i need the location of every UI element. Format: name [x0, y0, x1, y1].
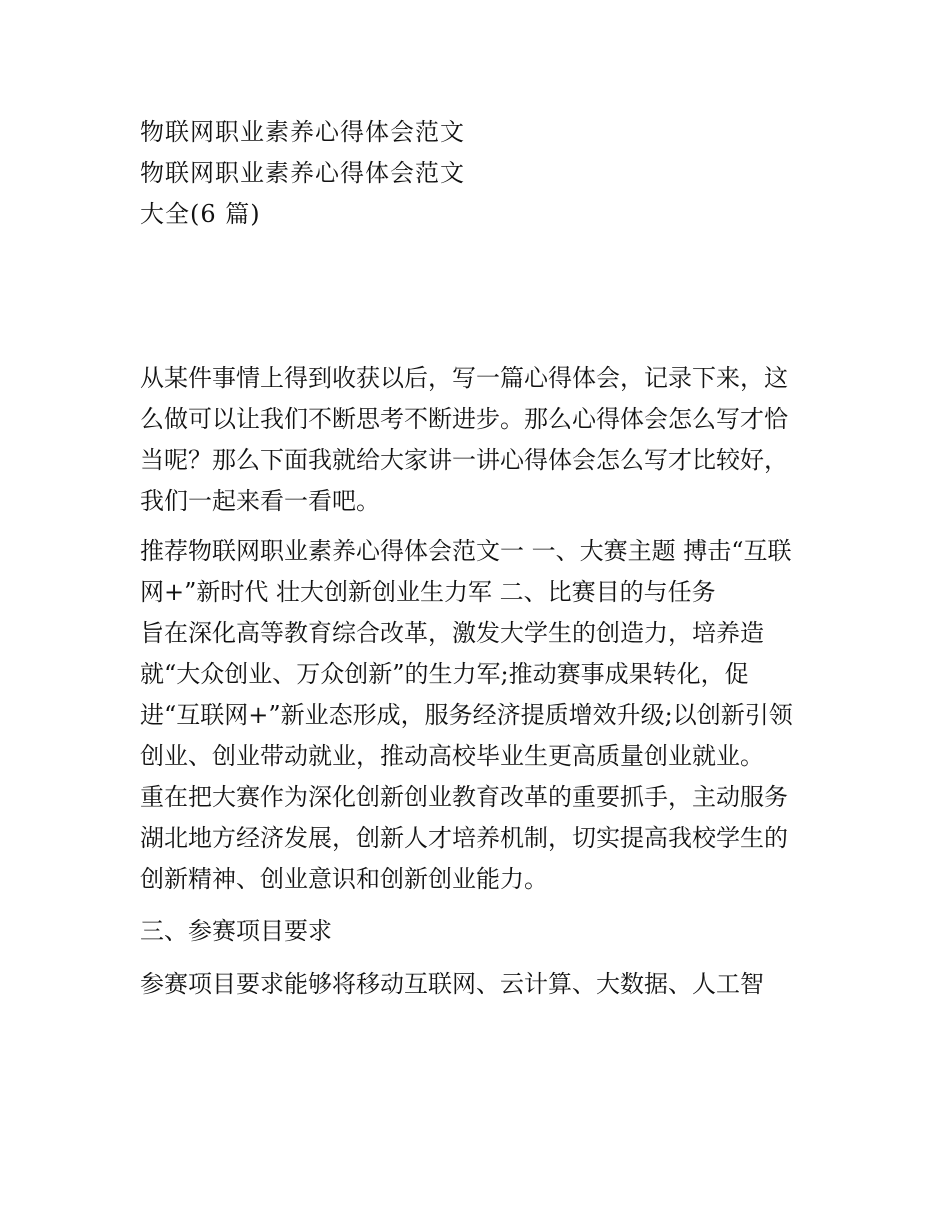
paragraph-line: 当呢？那么下面我就给大家讲一讲心得体会怎么写才比较好， — [140, 446, 788, 474]
paragraph-line: 么做可以让我们不断思考不断进步。那么心得体会怎么写才恰 — [140, 405, 788, 433]
paragraph-line: 推荐物联网职业素养心得体会范文一 一、大赛主题 搏击“互联 — [140, 537, 792, 565]
paragraph-line: 湖北地方经济发展，创新人才培养机制，切实提高我校学生的 — [140, 824, 788, 852]
paragraph-line: 我们一起来看一看吧。 — [140, 487, 380, 515]
intro-paragraph — [140, 358, 820, 522]
paragraph-line: 进“互联网+”新业态形成，服务经济提质增效升级;以创新引领 — [140, 701, 793, 729]
section-heading-text: 三、参赛项目要求 — [140, 917, 332, 945]
paragraph-line: 创业、创业带动就业，推动高校毕业生更高质量创业就业。 — [140, 742, 764, 770]
contest-paragraph — [140, 531, 820, 900]
document-body — [140, 358, 820, 1005]
paragraph-line: 参赛项目要求能够将移动互联网、云计算、大数据、人工智 — [140, 970, 764, 998]
requirements-paragraph — [140, 964, 820, 1005]
title-line: 物联网职业素养心得体会范文 — [140, 159, 465, 187]
document-title — [140, 112, 830, 235]
paragraph-line: 从某件事情上得到收获以后，写一篇心得体会，记录下来，这 — [140, 364, 788, 392]
paragraph-line: 就“大众创业、万众创新”的生力军;推动赛事成果转化，促 — [140, 660, 749, 688]
title-line: 物联网职业素养心得体会范文 — [140, 118, 465, 146]
paragraph-line: 重在把大赛作为深化创新创业教育改革的重要抓手，主动服务 — [140, 783, 788, 811]
paragraph-line: 旨在深化高等教育综合改革，激发大学生的创造力，培养造 — [140, 619, 764, 647]
section-heading — [140, 911, 820, 952]
paragraph-line: 网+”新时代 壮大创新创业生力军 二、比赛目的与任务 — [140, 578, 716, 606]
paragraph-line: 创新精神、创业意识和创新创业能力。 — [140, 865, 548, 893]
title-line: 大全(6 篇) — [140, 200, 261, 228]
